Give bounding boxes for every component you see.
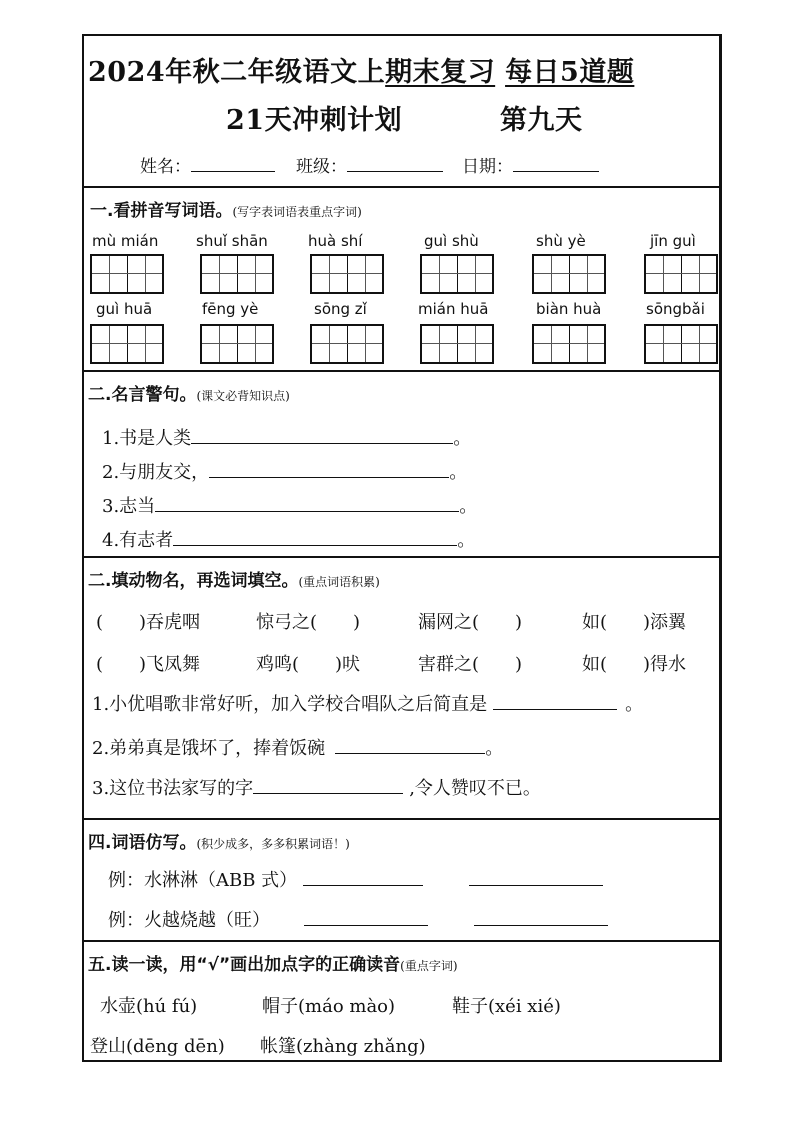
answer-blank[interactable]: [493, 709, 617, 710]
section-divider: [84, 556, 719, 558]
section-divider: [84, 940, 719, 942]
date-label: 日期：: [462, 157, 513, 177]
section5-heading: 五.读一读，用“√”画出加点字的正确读音(重点字词): [88, 955, 458, 975]
pinyin-label: fēng yè: [202, 300, 259, 318]
pinyin-label: mù mián: [92, 232, 159, 250]
pinyin-label: biàn huà: [536, 300, 602, 318]
reading-item: 帐篷(zhàng zhǎng): [260, 1036, 426, 1057]
worksheet: [82, 186, 722, 1062]
subtitle: 21天冲刺计划: [226, 105, 403, 136]
answer-blank[interactable]: [191, 443, 453, 444]
reading-item: 鞋子(xéi xié): [452, 996, 561, 1017]
writing-grid[interactable]: [200, 324, 274, 364]
class-label: 班级：: [296, 157, 347, 177]
writing-grid[interactable]: [90, 324, 164, 364]
answer-blank[interactable]: [209, 477, 449, 478]
title-part2: 期末复习: [385, 57, 496, 88]
writing-grid[interactable]: [532, 324, 606, 364]
pinyin-label: jīn guì: [650, 232, 696, 250]
answer-blank[interactable]: [253, 793, 403, 794]
idiom-item: 害群之( ): [418, 654, 523, 675]
writing-grid[interactable]: [310, 324, 384, 364]
pinyin-label: guì shù: [424, 232, 479, 250]
title-part1: 2024年秋二年级语文上: [88, 57, 386, 88]
reading-item: 水壶(hú fú): [100, 996, 198, 1017]
title-part3: 每日5道题: [505, 57, 635, 88]
section4-heading: 四.词语仿写。(积少成多，多多积累词语！): [88, 833, 350, 853]
pinyin-label: sōng zǐ: [314, 300, 367, 318]
section-divider: [84, 370, 719, 372]
pinyin-label: mián huā: [418, 300, 489, 318]
section-divider: [84, 818, 719, 820]
writing-grid[interactable]: [644, 324, 718, 364]
answer-blank[interactable]: [474, 925, 608, 926]
name-label: 姓名：: [140, 157, 191, 177]
section5-note: (重点字词): [400, 959, 458, 973]
writing-grid[interactable]: [420, 254, 494, 294]
section1-heading: 一.看拼音写词语。(写字表词语表重点字词): [90, 201, 362, 221]
reading-item: 登山(dēng dēn): [90, 1036, 225, 1057]
section1-note: (写字表词语表重点字词): [232, 205, 362, 219]
idiom-item: 鸡鸣( )吠: [256, 654, 361, 675]
answer-blank[interactable]: [304, 925, 428, 926]
writing-grid[interactable]: [90, 254, 164, 294]
answer-blank[interactable]: [155, 511, 459, 512]
reading-item: 帽子(máo mào): [262, 996, 396, 1017]
pinyin-label: sōngbǎi: [646, 300, 705, 318]
fill-question: 3.这位书法家写的字 ,令人赞叹不已。: [92, 778, 541, 799]
pinyin-label: shù yè: [536, 232, 586, 250]
quote-item: 1.书是人类 。: [102, 428, 472, 449]
fill-question: 1.小优唱歌非常好听，加入学校合唱队之后简直是 。: [92, 694, 644, 715]
writing-grid[interactable]: [420, 324, 494, 364]
writing-grid[interactable]: [200, 254, 274, 294]
day-label: 第九天: [500, 105, 583, 136]
writing-grid[interactable]: [532, 254, 606, 294]
header-frame: [82, 34, 722, 186]
quote-item: 3.志当 。: [102, 496, 478, 517]
example-line: 例：水淋淋（ABB 式）: [108, 866, 603, 892]
section4-note: (积少成多，多多积累词语！): [196, 837, 350, 851]
idiom-item: 惊弓之( ): [256, 612, 361, 633]
answer-blank[interactable]: [469, 885, 603, 886]
pinyin-label: shuǐ shān: [196, 232, 268, 250]
idiom-item: 如( )得水: [582, 654, 687, 675]
idiom-item: ( )吞虎咽: [96, 612, 201, 633]
idiom-item: 漏网之( ): [418, 612, 523, 633]
writing-grid[interactable]: [310, 254, 384, 294]
idiom-item: 如( )添翼: [582, 612, 687, 633]
pinyin-label: huà shí: [308, 232, 363, 250]
answer-blank[interactable]: [173, 545, 457, 546]
section2-note: (课文必背知识点): [196, 389, 290, 403]
section2-heading: 二.名言警句。(课文必背知识点): [88, 385, 290, 405]
idiom-item: ( )飞凤舞: [96, 654, 201, 675]
quote-item: 2.与朋友交， 。: [102, 462, 468, 483]
section3-heading: 二.填动物名，再选词填空。(重点词语积累): [88, 571, 380, 591]
quote-item: 4.有志者 。: [102, 530, 476, 551]
section3-note: (重点词语积累): [298, 575, 380, 589]
writing-grid[interactable]: [644, 254, 718, 294]
pinyin-label: guì huā: [96, 300, 153, 318]
example-line: 例：火越烧越（旺）: [108, 906, 608, 932]
answer-blank[interactable]: [335, 753, 485, 754]
fill-question: 2.弟弟真是饿坏了，捧着饭碗 。: [92, 738, 504, 759]
answer-blank[interactable]: [303, 885, 423, 886]
